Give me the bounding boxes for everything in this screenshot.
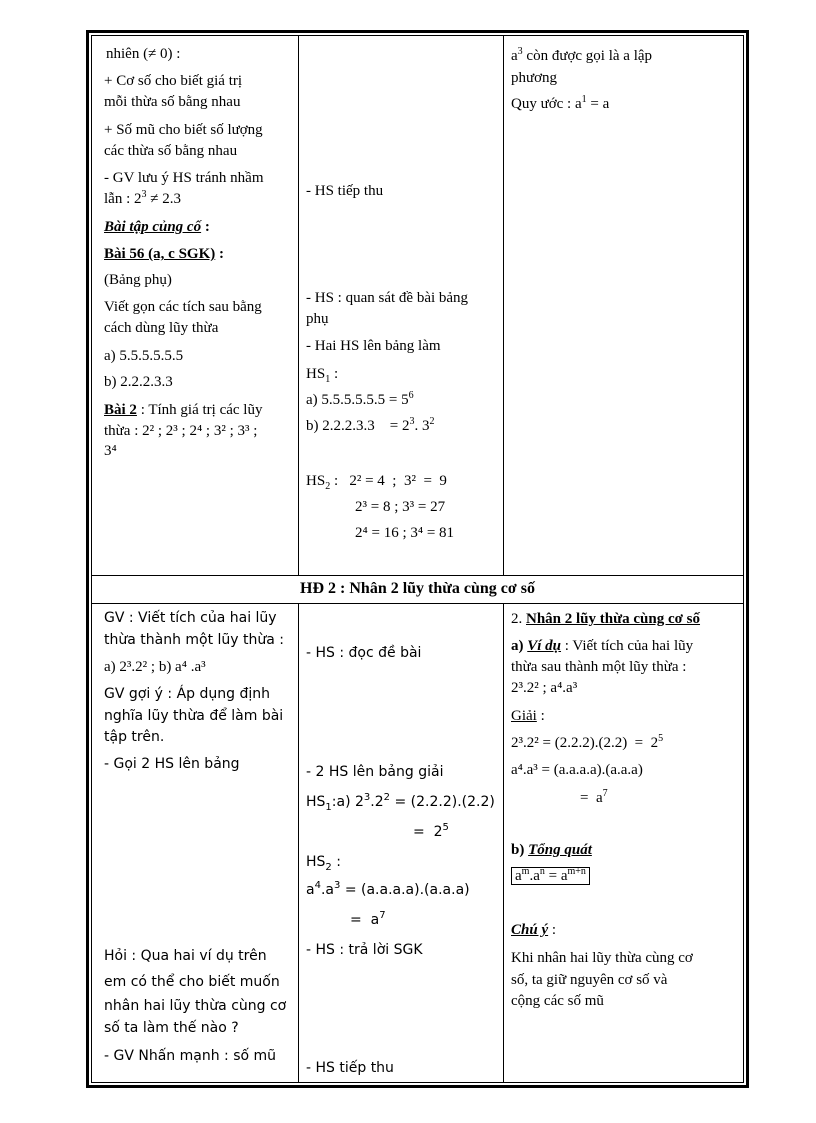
exercise-title: Bài 56 (a, c SGK) : [104, 246, 224, 262]
text-line: tập trên. [104, 729, 165, 745]
section-header: HĐ 2 : Nhân 2 lũy thừa cùng cơ số [300, 580, 535, 597]
general-formula: $a^m.a^n = a^{m+n}$ [511, 866, 590, 886]
text-line: Khi nhân hai lũy thừa cùng cơ [511, 950, 693, 966]
text-line: cộng các số mũ [511, 993, 604, 1009]
text-line: thừa : 2² ; 2³ ; 2⁴ ; 3² ; 3³ ; [104, 423, 258, 439]
text-line: nhân hai lũy thừa cùng cơ [104, 998, 287, 1014]
text-line: thừa sau thành một lũy thừa : [511, 659, 687, 675]
text-line: nhiên (≠ 0) : [106, 46, 181, 62]
col-divider-2-top [503, 35, 504, 575]
exercise-2: Bài 2 : Tính giá trị các lũy [104, 402, 263, 418]
text-line: $2^3.2^2 = (2.2.2).(2.2) = 2^5$ [511, 733, 664, 751]
row-divider-top [91, 575, 744, 576]
note-heading: Chú ý : [511, 922, 557, 938]
text-line: - HS : đọc đề bài [306, 645, 422, 661]
text-line: - GV lưu ý HS tránh nhầm [104, 170, 264, 186]
text-line: Giải : [511, 708, 545, 724]
text-line: + Số mũ cho biết số lượng [104, 122, 263, 138]
text-line: b) 2.2.2.3.3 [104, 374, 173, 390]
col-divider-1-top [298, 35, 299, 575]
text-line: cách dùng lũy thừa [104, 320, 219, 336]
text-line: số, ta giữ nguyên cơ số và [511, 972, 668, 988]
text-line: $HS_2$ : [306, 854, 341, 873]
text-line: $HS_1:a$) $2^3.2^2 = (2.2.2).(2.2)$ [306, 792, 495, 813]
text-line: - Gọi 2 HS lên bảng [104, 756, 240, 772]
text-line: (Bảng phụ) [104, 272, 172, 288]
text-line: = $2^5$ [413, 822, 449, 840]
text-line: - GV Nhấn mạnh : số mũ [104, 1048, 277, 1064]
text-line: số ta làm thế nào ? [104, 1020, 239, 1036]
text-line: GV : Viết tích của hai lũy [104, 610, 277, 626]
text-line: - Hai HS lên bảng làm [306, 338, 441, 354]
subsection-title: 2. Nhân 2 lũy thừa cùng cơ số [511, 611, 701, 627]
text-line: $HS_1$ : [306, 366, 339, 385]
text-line: a) $5.5.5.5.5.5 = 5^6$ [306, 390, 414, 408]
text-line: - HS : trả lời SGK [306, 942, 423, 958]
col-divider-2-bottom [503, 603, 504, 1082]
text-line: - HS : quan sát đề bài bảng [306, 290, 469, 306]
text-line: $HS_2$ : 2² = 4 ; 3² = 9 [306, 473, 447, 492]
text-line: phụ [306, 311, 329, 327]
text-line: = $a^7$ [580, 788, 608, 806]
text-line: 3⁴ [104, 443, 117, 459]
text-line: = $a^7$ [350, 910, 386, 928]
text-line: lẫn : $2^3 \ne 2.3$ [104, 189, 181, 207]
text-line: Hỏi : Qua hai ví dụ trên [104, 948, 267, 964]
text-line: 2³ = 8 ; 3³ = 27 [355, 499, 446, 515]
text-line: em có thể cho biết muốn [104, 974, 280, 990]
exercise-heading: Bài tập củng cố : [104, 219, 210, 235]
text-line: + Cơ số cho biết giá trị [104, 73, 243, 89]
text-line: phương [511, 70, 558, 86]
row-divider-bottom [91, 603, 744, 604]
text-line: a) 5.5.5.5.5.5 [104, 348, 184, 364]
text-line: 2³.2² ; a⁴.a³ [511, 680, 578, 696]
text-line: $a^3$ còn được gọi là a lập [511, 46, 653, 64]
text-line: 2⁴ = 16 ; 3⁴ = 81 [355, 525, 455, 541]
text-line: b) 2.2.2.3.3 = $2^3$. $3^2$ [306, 416, 435, 434]
general-rule-heading: b) Tổng quát [511, 842, 592, 858]
text-line: các thừa số bằng nhau [104, 143, 238, 159]
text-line: Viết gọn các tích sau bằng [104, 299, 262, 315]
table-border [91, 35, 744, 1083]
text-line: - HS tiếp thu [306, 1060, 394, 1076]
text-line: $a^4.a^3 = (a.a.a.a).(a.a.a)$ [306, 880, 470, 898]
text-line: a) 2³.2² ; b) a⁴ .a³ [104, 659, 206, 675]
text-line: - 2 HS lên bảng giải [306, 764, 444, 780]
text-line: - HS tiếp thu [306, 183, 384, 199]
text-line: a) Ví dụ : Viết tích của hai lũy [511, 638, 694, 654]
text-line: Quy ước : $a^1 = a$ [511, 94, 610, 112]
text-line: GV gợi ý : Áp dụng định [104, 686, 270, 702]
text-line: nghĩa lũy thừa để làm bài [104, 708, 284, 724]
text-line: mỗi thừa số bằng nhau [104, 94, 241, 110]
text-line: a⁴.a³ = (a.a.a.a).(a.a.a) [511, 762, 643, 778]
text-line: thừa thành một lũy thừa : [104, 632, 285, 648]
col-divider-1-bottom [298, 603, 299, 1082]
